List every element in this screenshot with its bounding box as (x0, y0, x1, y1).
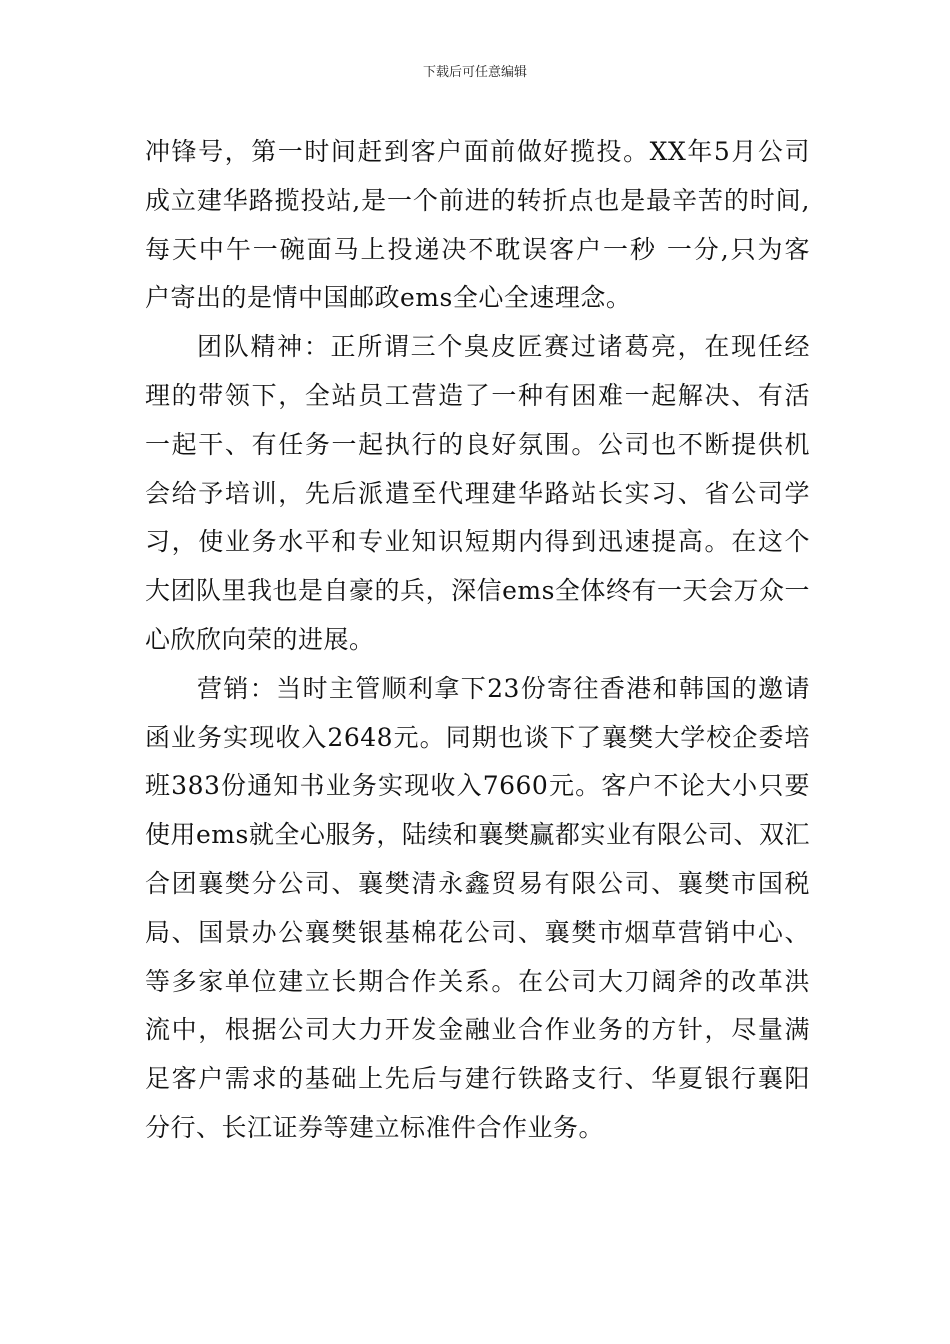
paragraph-line: 等多家单位建立长期合作关系。在公司大刀阔斧的改革洪 (145, 966, 810, 996)
paragraph-line: 成立建华路揽投站,是一个前进的转折点也是最辛苦的时间, (145, 185, 810, 215)
paragraph-line: 习，使业务水平和专业知识短期内得到迅速提高。在这个 (145, 527, 810, 557)
paragraph-line: 局、国景办公襄樊银基棉花公司、襄樊市烟草营销中心、 (145, 917, 810, 947)
page-header: 下载后可任意编辑 (422, 65, 527, 80)
paragraph (145, 128, 810, 323)
paragraph-line: 每天中午一碗面马上投递决不耽误客户一秒 一分,只为客 (145, 234, 810, 264)
paragraph-line: 班383份通知书业务实现收入7660元。客户不论大小只要 (145, 771, 810, 801)
paragraph-line: 会给予培训，先后派遣至代理建华路站长实习、省公司学 (145, 478, 810, 508)
paragraph-line: 一起干、有任务一起执行的良好氛围。公司也不断提供机 (145, 429, 810, 459)
paragraph-line: 分行、长江证券等建立标准件合作业务。 (145, 1112, 605, 1142)
paragraph-line: 大团队里我也是自豪的兵，深信ems全体终有一天会万众一 (145, 576, 810, 606)
paragraph-line: 理的带领下，全站员工营造了一种有困难一起解决、有活 (145, 380, 810, 410)
paragraph-line: 冲锋号，第一时间赶到客户面前做好揽投。XX年5月公司 (145, 137, 810, 166)
paragraph-line: 团队精神：正所谓三个臭皮匠赛过诸葛亮，在现任经 (197, 332, 810, 362)
paragraph-line: 合团襄樊分公司、襄樊清永鑫贸易有限公司、襄樊市国税 (145, 868, 810, 898)
paragraph-line: 户寄出的是情中国邮政ems全心全速理念。 (145, 283, 632, 313)
paragraph-line: 使用ems就全心服务，陆续和襄樊赢都实业有限公司、双汇 (145, 820, 810, 850)
paragraph-line: 函业务实现收入2648元。同期也谈下了襄樊大学校企委培 (145, 722, 810, 752)
document-body (145, 128, 810, 1153)
paragraph-line: 流中，根据公司大力开发金融业合作业务的方针，尽量满 (145, 1015, 810, 1045)
paragraph (145, 665, 810, 1153)
paragraph (145, 323, 810, 665)
paragraph-line: 心欣欣向荣的进展。 (145, 624, 375, 654)
paragraph-line: 足客户需求的基础上先后与建行铁路支行、华夏银行襄阳 (145, 1064, 810, 1094)
paragraph-line: 营销：当时主管顺利拿下23份寄往香港和韩国的邀请 (197, 673, 810, 703)
